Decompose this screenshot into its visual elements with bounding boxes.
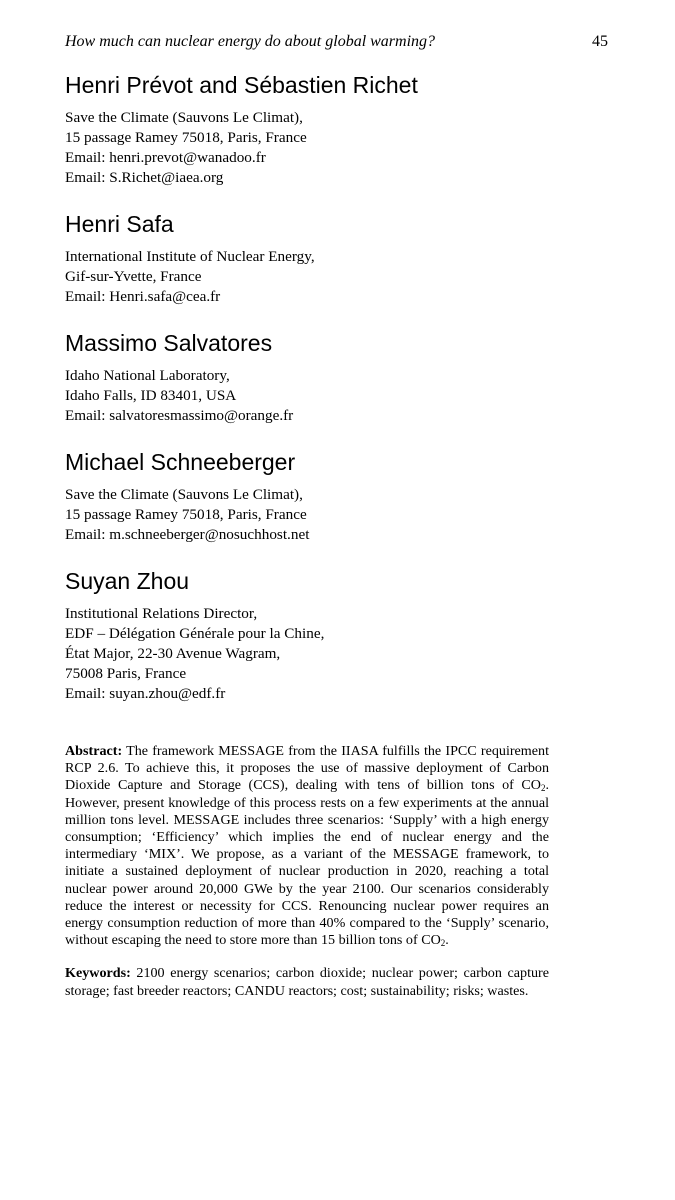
author-block [65, 209, 610, 307]
author-name: Suyan Zhou [65, 568, 190, 594]
affiliation-line: Idaho National Laboratory, [65, 367, 230, 384]
affiliation-line: Save the Climate (Sauvons Le Climat), [65, 109, 303, 126]
running-head [65, 33, 608, 51]
author-name: Michael Schneeberger [65, 449, 296, 475]
author-block [65, 70, 610, 188]
affiliation-line: EDF – Délégation Générale pour la Chine, [65, 625, 325, 642]
author-name: Henri Prévot and Sébastien Richet [65, 72, 418, 98]
affiliation-line: Institutional Relations Director, [65, 605, 258, 622]
abstract-text: . However, present knowledge of this process rests on a few experiments at the annual million tons level. MESSAGE includes three scenarios: ‘Supply’ with a high energy consumption; ‘Efficiency’ which implies the end of nuclear energy and the intermediary ‘MIX’. We propose, as a variant of the MESSAGE framework, to initiate a sustained deployment of nuclear production in 2020, reaching a total nuclear power around 20,000 GWe by the year 2100. Our scenarios considerably reduce the interest or necessity for CCS. Renouncing nuclear power requires an energy consumption reduction of more than 40% compared to the ‘Supply’ scenario, without escaping the need to store more than 15 billion tons of CO [65, 777, 549, 949]
subscript: 2 [540, 783, 546, 794]
abstract-label: Abstract: [65, 743, 123, 759]
email-line: Email: suyan.zhou@edf.fr [65, 685, 226, 702]
address-line: Idaho Falls, ID 83401, USA [65, 387, 237, 404]
address-line: 15 passage Ramey 75018, Paris, France [65, 129, 307, 146]
author-name: Henri Safa [65, 211, 174, 237]
author-block [65, 566, 610, 704]
abstract-text: The framework MESSAGE from the IIASA fulfills the IPCC requirement RCP 2.6. To achieve this, it proposes the use of massive deployment of Carbon Dioxide Capture and Storage (CCS), dealing with tens of billion tons of CO [65, 743, 549, 794]
page-number: 45 [592, 33, 608, 50]
author-name: Massimo Salvatores [65, 330, 273, 356]
author-block [65, 328, 610, 426]
author-list [65, 70, 610, 725]
keywords-label: Keywords: [65, 965, 131, 982]
email-line: Email: Henri.safa@cea.fr [65, 288, 221, 305]
address-line: 15 passage Ramey 75018, Paris, France [65, 506, 307, 523]
email-line: Email: m.schneeberger@nosuchhost.net [65, 526, 310, 543]
affiliation-line: International Institute of Nuclear Energy, [65, 248, 315, 265]
keywords-text: 2100 energy scenarios; carbon dioxide; nuclear power; carbon capture storage; fast breeder reactors; CANDU reactors; cost; sustainability; risks; wastes. [65, 965, 549, 999]
address-line: Gif-sur-Yvette, France [65, 268, 202, 285]
abstract-paragraph [65, 743, 549, 949]
address-line: 75008 Paris, France [65, 665, 187, 682]
author-block [65, 447, 610, 545]
email-line: Email: salvatoresmassimo@orange.fr [65, 407, 294, 424]
subscript: 2 [440, 938, 446, 949]
address-line: État Major, 22-30 Avenue Wagram, [65, 645, 281, 662]
email-line: Email: henri.prevot@wanadoo.fr [65, 149, 266, 166]
affiliation-line: Save the Climate (Sauvons Le Climat), [65, 486, 303, 503]
email-line: Email: S.Richet@iaea.org [65, 169, 224, 186]
keywords-paragraph [65, 965, 549, 999]
abstract-section [65, 743, 549, 1000]
running-title: How much can nuclear energy do about global warming? [65, 33, 436, 50]
abstract-text: . [445, 932, 449, 949]
